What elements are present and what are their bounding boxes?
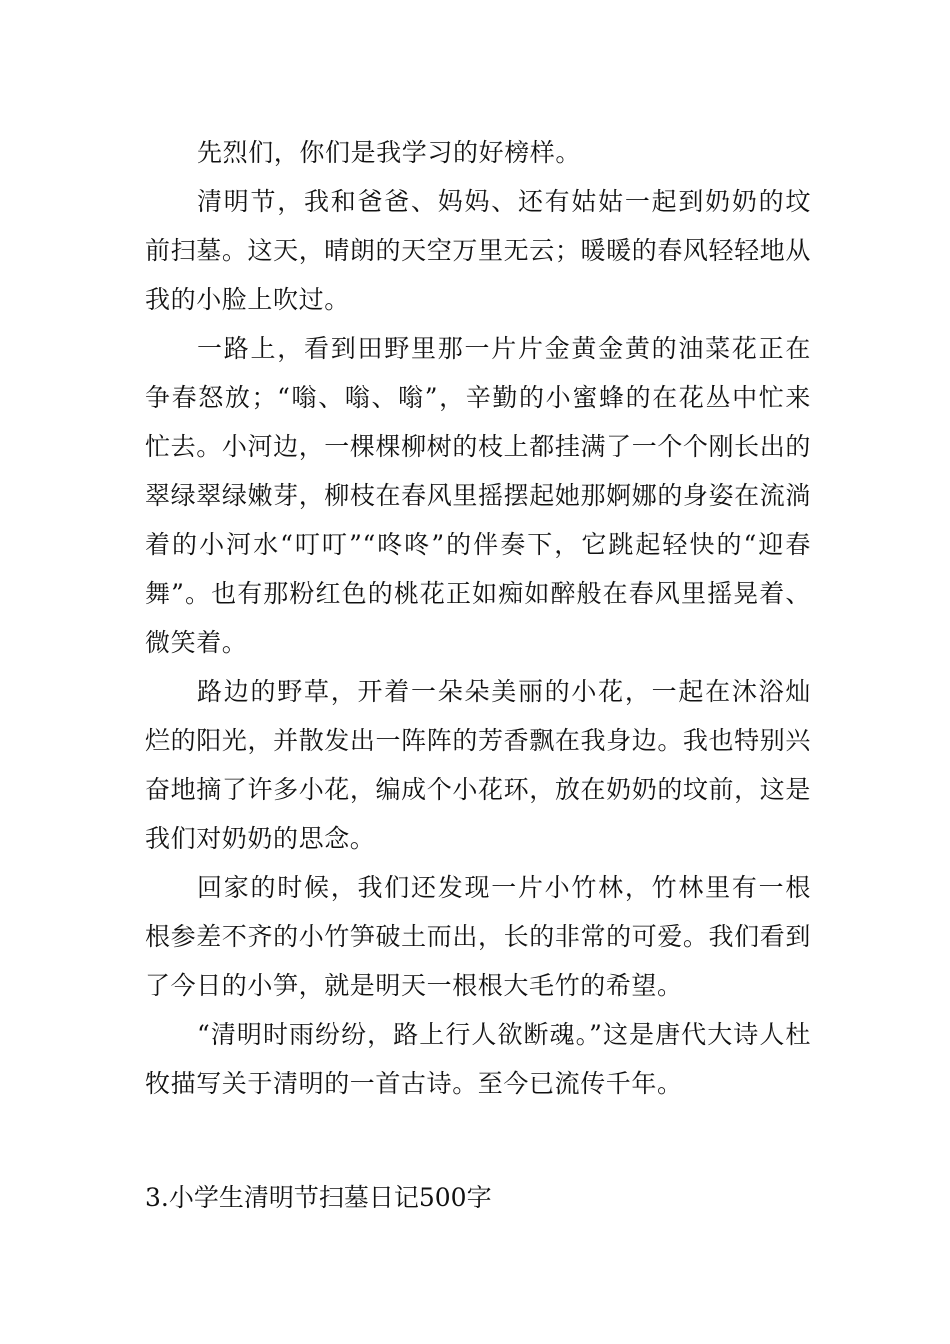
document-body bbox=[145, 128, 811, 1108]
section-heading: 3.小学生清明节扫墓日记500字 bbox=[145, 1183, 492, 1212]
paragraph-5: 回家的时候，我们还发现一片小竹林，竹林里有一根根参差不齐的小竹笋破土而出，长的非常的可爱。我们看到了今日的小笋，就是明天一根根大毛竹的希望。 bbox=[145, 873, 811, 1000]
paragraph-2: 清明节，我和爸爸、妈妈、还有姑姑一起到奶奶的坟前扫墓。这天，晴朗的天空万里无云；暖暖的春风轻轻地从我的小脸上吹过。 bbox=[145, 187, 811, 314]
paragraph-6: “清明时雨纷纷，路上行人欲断魂。”这是唐代大诗人杜牧描写关于清明的一首古诗。至今已流传千年。 bbox=[145, 1020, 811, 1098]
paragraph-4: 路边的野草，开着一朵朵美丽的小花，一起在沐浴灿烂的阳光，并散发出一阵阵的芳香飘在我身边。我也特别兴奋地摘了许多小花，编成个小花环，放在奶奶的坟前，这是我们对奶奶的思念。 bbox=[145, 677, 811, 853]
paragraph-3: 一路上，看到田野里那一片片金黄金黄的油菜花正在争春怒放；“嗡、嗡、嗡”，辛勤的小蜜蜂的在花丛中忙来忙去。小河边，一棵棵柳树的枝上都挂满了一个个刚长出的翠绿翠绿嫩芽，柳枝在春风里摇摆起她那婀娜的身姿在流淌着的小河水“叮叮”“咚咚”的伴奏下，它跳起轻快的“迎春舞”。也有那粉红色的桃花正如痴如醉般在春风里摇晃着、微笑着。 bbox=[145, 334, 811, 657]
paragraph-1: 先烈们，你们是我学习的好榜样。 bbox=[197, 138, 582, 167]
